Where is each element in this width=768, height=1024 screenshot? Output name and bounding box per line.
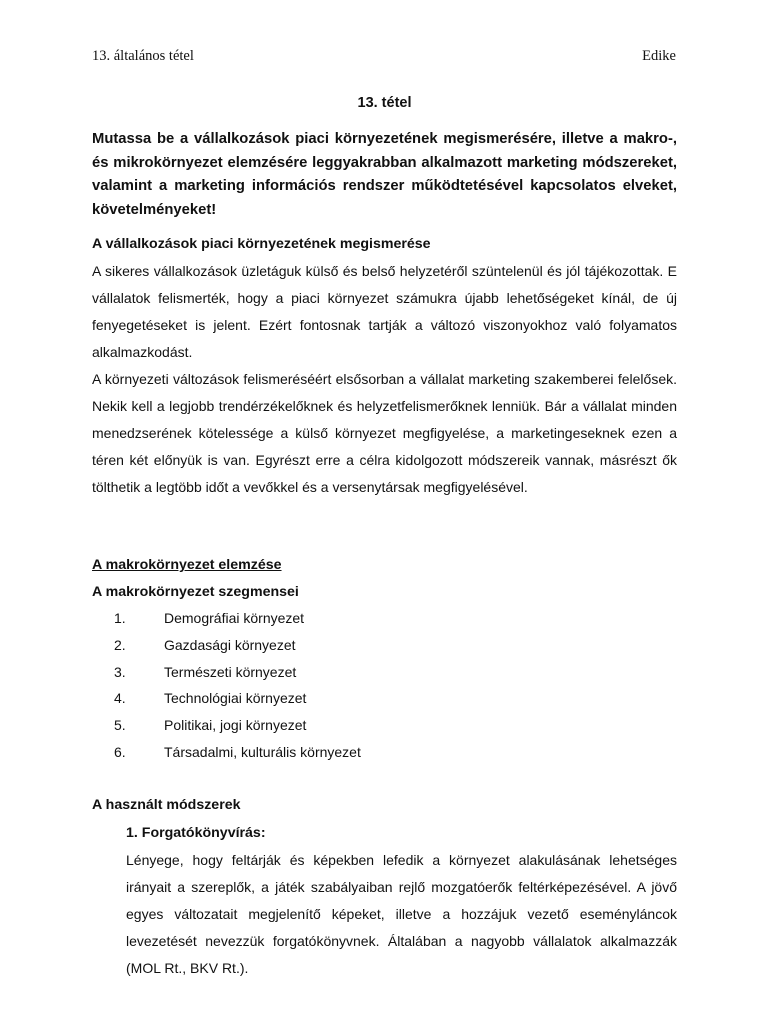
list-number: 2. — [114, 636, 126, 653]
exam-question: Mutassa be a vállalkozások piaci környezetének megismerésére, illetve a makro-, és mikrokörnyezet elemzésére leggyakrabban alkalmazott marketing módszereket, valamint a marketing információs rendszer működtetésével kapcsolatos elveket, követelményeket! — [92, 131, 677, 218]
list-item — [92, 712, 677, 739]
list-item — [92, 659, 677, 686]
list-label: Gazdasági környezet — [164, 636, 296, 653]
list-item — [92, 605, 677, 632]
list-item — [92, 739, 677, 766]
section-heading: A használt módszerek — [92, 797, 241, 813]
paragraph: Lényege, hogy feltárják és képekben lefedik a környezet alakulásának lehetséges irányait a szereplők, a játék szabályaiban rejlő mozgatóerők feltérképezésével. A jövő egyes változatait megjelenítő képeket, illetve a hozzájuk vezető eseményláncok levezetését nevezzük forgatókönyvnek. Általában a nagyobb vállalatok alkalmazzák (MOL Rt., BKV Rt.). — [126, 852, 677, 976]
list-number: 4. — [114, 690, 126, 707]
list-number: 6. — [114, 743, 126, 760]
list-number: 1. — [114, 610, 126, 626]
list-number: 3. — [114, 663, 126, 680]
page-header-right: Edike — [642, 48, 676, 64]
list-label: Társadalmi, kulturális környezet — [164, 743, 361, 760]
list-item — [92, 685, 677, 712]
section-heading: A vállalkozások piaci környezetének megismerése — [92, 236, 431, 252]
method-title: 1. Forgatókönyvírás: — [126, 825, 266, 841]
segment-list — [92, 605, 677, 766]
list-label: Technológiai környezet — [164, 690, 307, 707]
list-label: Demográfiai környezet — [164, 610, 305, 626]
section-methods — [92, 792, 677, 819]
list-label: Politikai, jogi környezet — [164, 717, 307, 734]
list-label: Természeti környezet — [164, 663, 297, 680]
section-market-environment — [92, 231, 677, 501]
method-scenario-writing — [126, 820, 677, 982]
document-title: 13. tétel — [357, 95, 412, 111]
paragraph: A környezeti változások felismeréséért elsősorban a vállalat marketing szakemberei felelősek. Nekik kell a legjobb trendérzékelőknek és helyzetfelismerőknek lenniük. Bár a vállalat minden menedzserének kötelessége a külső környezet megfigyelése, a marketingeseknek ezen a téren két előnyük is van. Egyrészt erre a célra kidolgozott módszereik vannak, másrészt ők tölthetik a legtöbb időt a vevőkkel és a versenytársak megfigyelésével. — [92, 371, 677, 495]
page-header-left: 13. általános tétel — [92, 48, 194, 64]
subsection-heading: A makrokörnyezet szegmensei — [92, 584, 299, 600]
section-macro-environment — [92, 552, 677, 606]
section-heading: A makrokörnyezet elemzése — [92, 557, 282, 573]
list-number: 5. — [114, 717, 126, 734]
paragraph: A sikeres vállalkozások üzletáguk külső és belső helyzetéről szüntelenül és jól tájékozottak. E vállalatok felismerték, hogy a piaci környezet számukra újabb lehetőségeket kínál, de új fenyegetéseket is jelent. Ezért fontosnak tartják a változó viszonyokhoz való folyamatos alkalmazkodást. — [92, 263, 677, 360]
list-item — [92, 632, 677, 659]
